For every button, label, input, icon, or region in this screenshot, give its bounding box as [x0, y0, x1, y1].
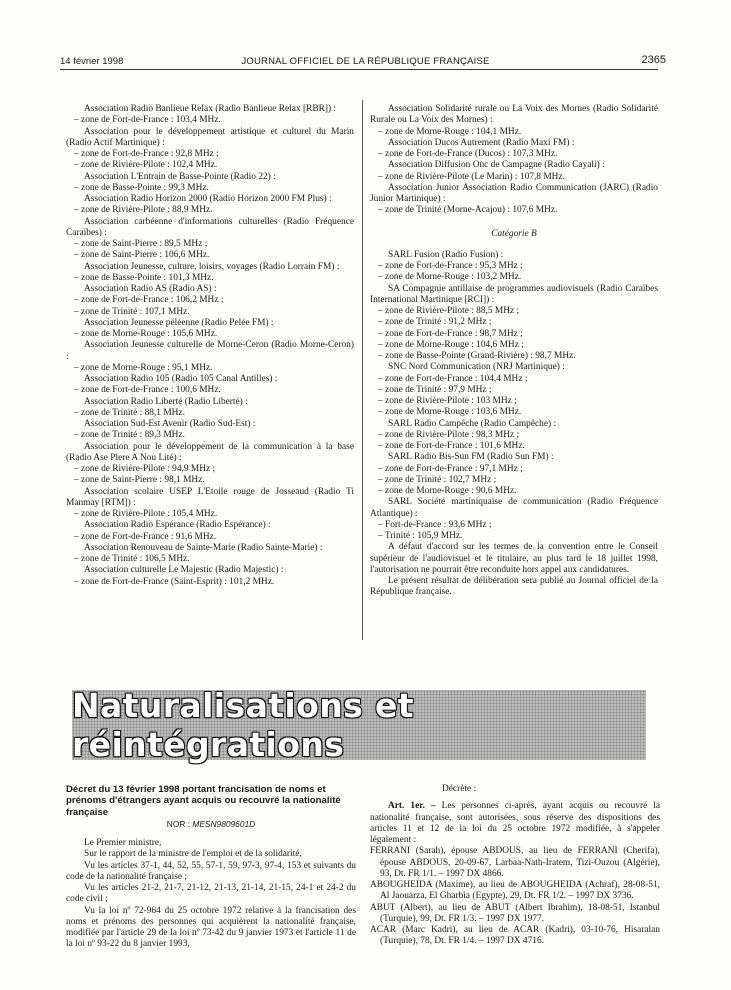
- left-zone-line: – zone de Fort-de-France : 103,4 MHz.: [74, 115, 221, 126]
- right-zone-line: – zone de Trinité : 102,7 MHz ;: [378, 474, 497, 485]
- right-zone-line: – zone de Rivière-Pilote : 103 MHz ;: [378, 396, 517, 406]
- left-paragraph: Association Radio AS (Radio AS) :: [84, 284, 217, 294]
- right-zone-line: – zone de Morne-Rouge : 90,6 MHz.: [378, 486, 517, 496]
- article-1: [370, 801, 660, 846]
- left-zone-line: – zone de Trinité : 88,1 MHz.: [74, 407, 185, 418]
- naturalisation-entry: FERRANI (Sarah), épouse ABDOUS, au lieu de FERRANI (Cherifa), épouse ABDOUS, 20-09-67, Larbaa-Nath-Iratem, Tizi-Ouzou (Algérie), 93, Dt. FR 1/1. – 1997 DX 4866.: [370, 846, 660, 879]
- right-zone-line: – zone de Morne-Rouge : 104,6 MHz ;: [378, 339, 524, 350]
- section-banner-title: Naturalisations et réintégrations: [72, 686, 414, 764]
- right-zone-line: – zone de Morne-Rouge : 104,1 MHz.: [378, 126, 522, 137]
- decree-paragraph: Vu les articles 37-1, 44, 52, 55, 57-1, 59, 97-3, 97-4, 153 et suivants du code de la nationalité française ;: [66, 860, 356, 882]
- right-zone-line: – Trinité : 105,9 MHz.: [378, 531, 463, 541]
- naturalisation-entry: ACAR (Marc Kadri), au lieu de ACAR (Kadri), 03-10-76, Hisaralan (Turquie), 78, Dt. FR 1/4. – 1997 DX 4716.: [370, 925, 660, 947]
- right-column: [370, 104, 658, 599]
- left-paragraph: Association Jeunesse, culture, loisirs, voyages (Radio Lorrain FM) :: [84, 261, 340, 272]
- left-zone-line: – zone de Trinité : 89,3 MHz.: [74, 430, 185, 441]
- left-paragraph: Association scolaire USEP L'Etoile rouge de Josseaud (Radio Ti Manmay [RTM]) :: [66, 486, 354, 508]
- column-separator: [362, 100, 363, 640]
- left-paragraph: Association Radio Espérance (Radio Espérance) :: [84, 520, 271, 531]
- decree-column: [66, 784, 356, 951]
- left-zone-line: – zone de Saint-Pierre : 89,5 MHz ;: [74, 239, 208, 249]
- right-zone-line: – zone de Rivière-Pilote : 88,5 MHz ;: [378, 306, 520, 316]
- decree-paragraph: Le Premier ministre,: [84, 838, 162, 849]
- left-zone-line: – zone de Fort-de-France : 92,8 MHz ;: [74, 149, 219, 159]
- right-paragraph: Association Solidarité rurale ou La Voix des Mornes (Radio Solidarité Rurale ou La Voix des Mornes) :: [370, 104, 658, 126]
- left-zone-line: – zone de Trinité : 107,1 MHz.: [74, 306, 190, 317]
- left-paragraph: Association Jeunesse culturelle de Morne-Ceron (Radio Morne-Ceron) :: [66, 340, 354, 362]
- nor-code: MESN9809601D: [192, 818, 256, 829]
- left-zone-line: – zone de Saint-Pierre : 106,6 MHz.: [74, 250, 210, 261]
- right-zone-line: – zone de Trinité (Morne-Acajou) : 107,6 MHz.: [378, 205, 558, 216]
- left-zone-line: – zone de Saint-Pierre : 98,1 MHz.: [74, 475, 205, 486]
- right-paragraph: SNC Nord Communication (NRJ Martinique) :: [388, 362, 565, 373]
- decree-title: Décret du 13 février 1998 portant francisation de noms et prénoms d'étrangers ayant acquis ou recouvré la nationalité française: [66, 784, 341, 818]
- nor-reference: [66, 819, 356, 830]
- left-paragraph: Association Renouveau de Sainte-Marie (Radio Sainte-Marie) :: [84, 542, 323, 553]
- header-rule: [60, 69, 658, 70]
- left-zone-line: – zone de Basse-Pointe : 101,3 MHz.: [74, 272, 214, 283]
- right-paragraph: Association Junior Association Radio Communication (JARC) (Radio Junior Martinique) :: [370, 182, 658, 204]
- left-paragraph: Association Radio Banlieue Relax (Radio Banlieue Relax [RBR]) :: [84, 104, 337, 114]
- article-1-text: Les personnes ci-après, ayant acquis ou recouvré la nationalité française, sont autorisées, sous réserve des dispositions des articles 11 et 12 de la loi du 25 octobre 1972 modifiée, à s'appeler légalement :: [370, 801, 661, 845]
- page-header: [0, 50, 731, 68]
- decree-paragraph: Vu la loi nº 72-964 du 25 octobre 1972 relative à la francisation des noms et prénoms des personnes qui acquièrent la nationalité française, modifiée par l'article 29 de la loi nº 73-42 du 9 janvier 1973 et l'article 11 de la loi nº 93-22 du 8 janvier 1993,: [66, 905, 356, 950]
- naturalisation-entry: ABOUGHEIDA (Maxime), au lieu de ABOUGHEIDA (Achraf), 28-08-51, Al Jaouarza, El Gharbia (Egypte), 29, Dt. FR 1/2. – 1997 DX 3736.: [370, 880, 660, 902]
- right-zone-line: – zone de Rivière-Pilote (Le Marin) : 107,8 MHz.: [378, 171, 565, 182]
- decree-paragraph: Vu les articles 21-2, 21-7, 21-12, 21-13, 21-14, 21-15, 24-1 et 24-2 du code civil ;: [66, 883, 356, 905]
- header-page-number: 2365: [641, 54, 666, 66]
- left-zone-line: – zone de Fort-de-France : 91,6 MHz.: [74, 531, 217, 542]
- header-date: 14 février 1998: [60, 56, 124, 67]
- left-zone-line: – zone de Rivière-Pilote : 94,9 MHz ;: [74, 464, 216, 474]
- left-zone-line: – zone de Rivière-Pilote : 88,9 MHz.: [74, 205, 213, 216]
- right-zone-line: – zone de Fort-de-France : 101,6 MHz.: [378, 441, 525, 451]
- left-zone-line: – zone de Fort-de-France : 100,6 MHz.: [74, 385, 221, 396]
- right-paragraph: Association Ducos Autrement (Radio Maxi FM) :: [388, 137, 575, 148]
- left-zone-line: – zone de Morne-Rouge : 95,1 MHz.: [74, 362, 213, 373]
- right-zone-line: – zone de Fort-de-France : 98,7 MHz ;: [378, 328, 523, 339]
- right-zone-line: – zone de Fort-de-France (Ducos) : 107,3 MHz.: [378, 149, 558, 159]
- right-paragraph: SA Compagnie antillaise de programmes audiovisuels (Radio Caraïbes International Martinique [RCI]) :: [370, 283, 658, 305]
- right-zone-line: – zone de Fort-de-France : 97,1 MHz ;: [378, 463, 523, 474]
- left-zone-line: – zone de Fort-de-France (Saint-Esprit) : 101,2 MHz.: [74, 576, 275, 587]
- left-zone-line: – zone de Trinité : 106,5 MHz.: [74, 554, 190, 564]
- right-paragraph: Le présent résultat de délibération sera publié au Journal officiel de la République française.: [370, 576, 658, 598]
- right-zone-line: – zone de Fort-de-France : 104,4 MHz ;: [378, 373, 528, 384]
- nor-label: NOR :: [166, 818, 191, 829]
- left-paragraph: Association culturelle Le Majestic (Radio Majestic) :: [84, 565, 284, 576]
- right-zone-line: – zone de Trinité : 97,9 MHz ;: [378, 384, 492, 395]
- left-paragraph: Association pour le développement artistique et culturel du Marin (Radio Actif Martinique) :: [66, 126, 354, 148]
- decree-paragraphs: [66, 838, 356, 951]
- left-paragraph: Association Radio Horizon 2000 (Radio Horizon 2000 FM Plus) :: [84, 194, 332, 204]
- left-column: [66, 104, 354, 588]
- naturalisation-entries: [370, 846, 660, 947]
- left-zone-line: – zone de Fort-de-France : 106,2 MHz ;: [74, 295, 224, 306]
- right-paragraph: SARL Société martiniquaise de communication (Radio Fréquence Atlantique) :: [370, 497, 658, 519]
- right-zone-line: – Fort-de-France : 93,6 MHz ;: [378, 519, 492, 530]
- header-journal-title: JOURNAL OFFICIEL DE LA RÉPUBLIQUE FRANÇAISE: [241, 56, 490, 67]
- right-zone-line: – zone de Rivière-Pilote : 98,3 MHz ;: [378, 429, 520, 440]
- right-paragraph: A défaut d'accord sur les termes de la convention entre le Conseil supérieur de l'audiovisuel et le titulaire, au plus tard le 18 juillet 1998, l'autorisation ne pourrait être reconduite hors appel aux candidatures.: [370, 542, 658, 575]
- article-1-label: Art. 1er. –: [388, 801, 436, 812]
- left-paragraph: Association Sud-Est Avenir (Radio Sud-Est) :: [84, 419, 256, 429]
- left-paragraph: Association L'Entrain de Basse-Pointe (Radio 22) :: [84, 171, 276, 182]
- right-paragraph: SARL Radio Bis-Sun FM (Radio Sun FM) :: [388, 452, 554, 463]
- decrete-column: [370, 784, 660, 948]
- naturalisation-entry: ABUT (Albert), au lieu de ABUT (Albert Ibrahim), 18-08-51, Istanbul (Turquie), 99, Dt. FR 1/3. – 1997 DX 1977.: [370, 902, 660, 924]
- left-zone-line: – zone de Rivière-Pilote : 102,4 MHz.: [74, 160, 218, 171]
- right-zone-line: – zone de Morne-Rouge : 103,2 MHz.: [378, 272, 522, 283]
- left-zone-line: – zone de Rivière-Pilote : 105,4 MHz.: [74, 509, 218, 519]
- left-paragraph: Association Radio Liberté (Radio Liberté) :: [84, 396, 248, 407]
- right-zone-line: – zone de Morne-Rouge : 103,6 MHz.: [378, 407, 522, 418]
- left-paragraph: Association Radio 105 (Radio 105 Canal Antilles) :: [84, 374, 278, 384]
- right-paragraph: Association Diffusion Onc de Campagne (Radio Cayali) :: [388, 160, 605, 171]
- left-zone-line: – zone de Basse-Pointe : 99,3 MHz.: [74, 182, 209, 193]
- left-paragraph: Association pour le développement de la communication à la base (Radio Ase Plere A Nou Lité) :: [66, 441, 354, 463]
- left-paragraph: Association Jeunesse péléenne (Radio Pelée FM) :: [84, 317, 274, 328]
- right-zone-line: – zone de Trinité : 91,2 MHz ;: [378, 317, 492, 328]
- right-zone-line: – zone de Fort-de-France : 95,3 MHz ;: [378, 261, 523, 271]
- right-paragraph: SARL Radio Campêche (Radio Campêche) :: [388, 418, 557, 429]
- decree-paragraph: Sur le rapport de la ministre de l'emploi et de la solidarité,: [84, 849, 302, 860]
- decrete-heading: Décrète :: [442, 784, 477, 794]
- left-zone-line: – zone de Morne-Rouge : 105,6 MHz.: [74, 329, 218, 339]
- section-banner: [72, 686, 646, 764]
- right-paragraph: SARL Fusion (Radio Fusion) :: [388, 249, 504, 260]
- right-zone-line: – zone de Basse-Pointe (Grand-Rivière) : 98,7 MHz.: [378, 351, 576, 361]
- category-heading: Catégorie B: [491, 228, 537, 239]
- left-paragraph: Association carbéenne d'informations culturelles (Radio Fréquence Caraïbes) :: [66, 216, 354, 238]
